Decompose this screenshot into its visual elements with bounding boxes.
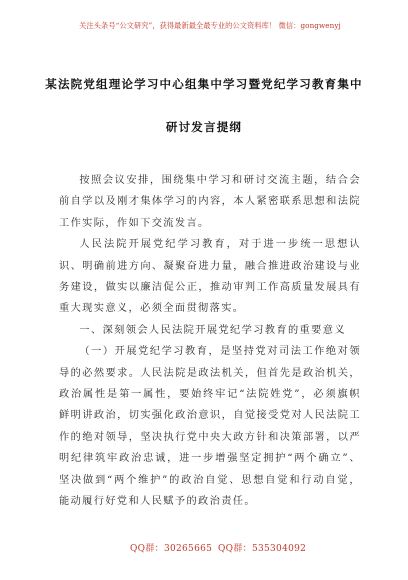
paragraph-significance: 人民法院开展党纪学习教育，对于进一步统一思想认识、明确前进方向、凝聚奋进力量，融合推进政治建设与业务建设，做实以廉洁促公正，推动审判工作高质量发展具有重大现实意义，必须全面贯彻落实。 (59, 239, 361, 315)
document-body (59, 170, 361, 513)
document-title-line-2: 研讨发言提纲 (165, 120, 243, 134)
paragraph-point-1: （一）开展党纪学习教育，是坚持党对司法工作绝对领导的必然要求。人民法院是政法机关，但首先是政治机关，政治属性是第一属性，要始终牢记“法院姓党”，必须旗帜鲜明讲政治，切实强化政治意识，自觉接受党对人民法院工作的绝对领导，坚决执行党中央大政方针和决策部署，以严明纪律筑牢政治忠诚，进一步增强坚定拥护“两个确立”、坚决做到“两个维护”的政治自觉、思想自觉和行动自觉，能动履行好党和人民赋予的政治责任。 (59, 346, 361, 508)
section-heading-1: 一、深刻领会人民法院开展党纪学习教育的重要意义 (79, 324, 346, 336)
paragraph-intro: 按照会议安排，围绕集中学习和研讨交流主题，结合会前自学以及刚才集体学习的内容，本人紧密联系思想和法院工作实际，作如下交流发言。 (59, 175, 361, 229)
footer-qq-group-1: QQ群：30265665 (130, 544, 213, 554)
footer-qq-group-2: QQ群：535304092 (218, 544, 307, 554)
document-title-line-1: 某法院党组理论学习中心组集中学习暨党纪学习教育集中 (45, 77, 363, 91)
header-banner: 关注头条号“公文研究”，获得最新最全最专业的公文资料库！ 微信：gongwenyj (79, 21, 341, 30)
